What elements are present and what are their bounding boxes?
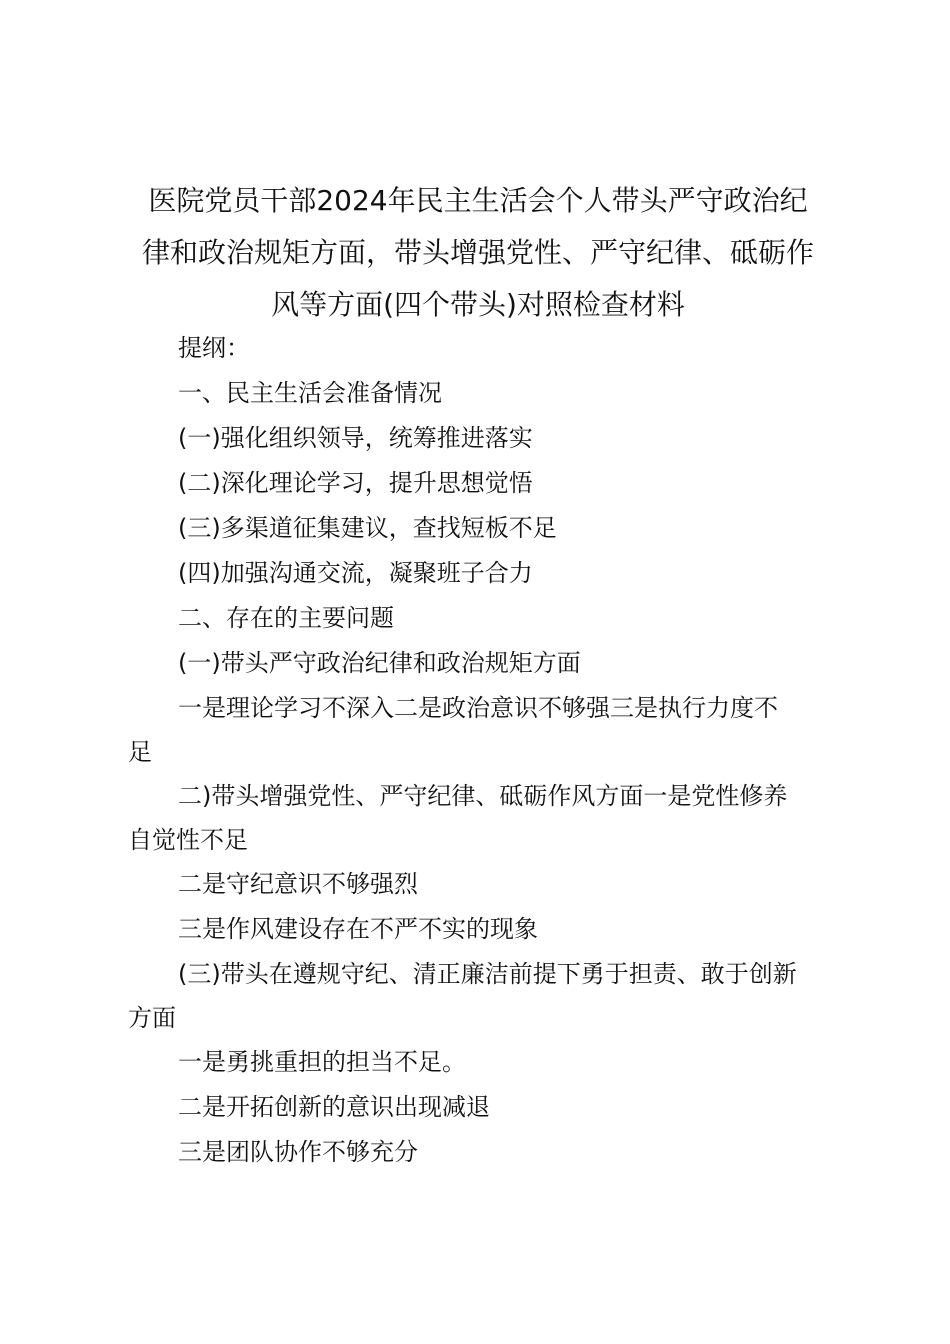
paragraph-line: 自觉性不足 xyxy=(128,826,248,854)
document-body xyxy=(128,326,828,1175)
section-heading-problems: 二、存在的主要问题 xyxy=(178,604,394,632)
paragraph-wrapped xyxy=(128,686,828,774)
list-item: 二是守纪意识不够强烈 xyxy=(178,870,418,898)
subsection-item: (一)带头严守政治纪律和政治规矩方面 xyxy=(178,649,581,677)
paragraph-line: (三)带头在遵规守纪、清正廉洁前提下勇于担责、敢于创新 xyxy=(178,960,797,988)
outline-heading: 提纲： xyxy=(178,334,250,362)
title-line-2: 律和政治规矩方面，带头增强党性、严守纪律、砥砺作 xyxy=(141,236,814,269)
subsection-item: (一)强化组织领导，统筹推进落实 xyxy=(178,424,533,452)
list-item: 一是勇挑重担的担当不足。 xyxy=(178,1048,466,1076)
list-item: 二是开拓创新的意识出现减退 xyxy=(178,1093,490,1121)
subsection-item: (三)多渠道征集建议，查找短板不足 xyxy=(178,514,557,542)
subsection-item: (二)深化理论学习，提升思想觉悟 xyxy=(178,469,533,497)
section-heading-preparation: 一、民主生活会准备情况 xyxy=(178,379,442,407)
list-item: 三是作风建设存在不严不实的现象 xyxy=(178,915,538,943)
document-title xyxy=(128,175,828,331)
title-line-3: 风等方面(四个带头)对照检查材料 xyxy=(271,288,685,321)
title-line-1: 医院党员干部2024年民主生活会个人带头严守政治纪 xyxy=(148,184,808,217)
paragraph-wrapped xyxy=(128,952,828,1040)
paragraph-line: 二)带头增强党性、严守纪律、砥砺作风方面一是党性修养 xyxy=(178,782,788,810)
paragraph-wrapped xyxy=(128,774,828,862)
list-item: 三是团队协作不够充分 xyxy=(178,1138,418,1166)
paragraph-line: 足 xyxy=(128,738,152,766)
paragraph-line: 一是理论学习不深入二是政治意识不够强三是执行力度不 xyxy=(178,694,778,722)
paragraph-line: 方面 xyxy=(128,1004,176,1032)
subsection-item: (四)加强沟通交流，凝聚班子合力 xyxy=(178,559,533,587)
